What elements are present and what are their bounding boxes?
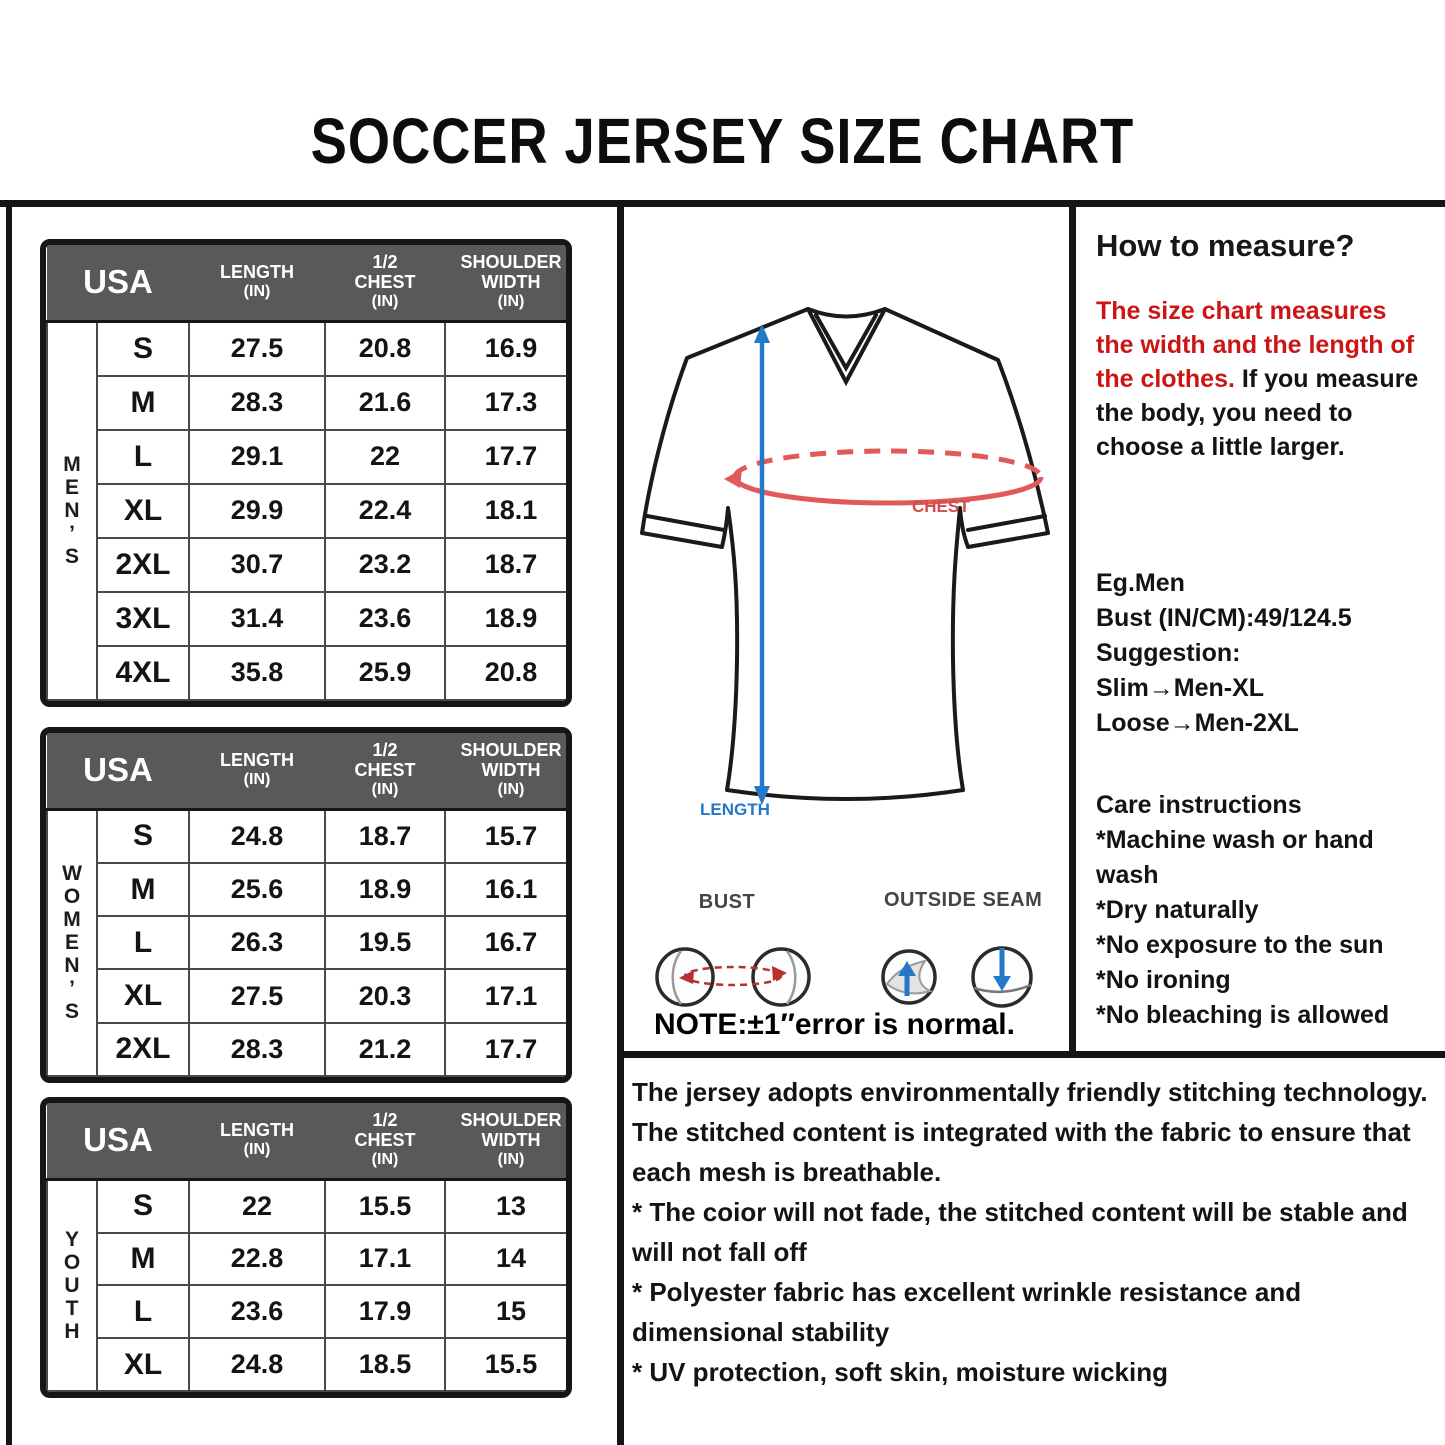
example-line: Loose→Men-2XL xyxy=(1096,709,1299,737)
care-line: *Dry naturally xyxy=(1096,896,1259,924)
table-row xyxy=(47,1233,572,1286)
value-cell: 29.9 xyxy=(189,484,325,538)
column-divider-left xyxy=(617,200,624,1445)
value-cell: 15.5 xyxy=(325,1179,445,1233)
size-cell: 4XL xyxy=(97,646,189,700)
group-letter: N xyxy=(64,954,80,978)
column-header: 1/2 CHEST (IN) xyxy=(325,1103,445,1179)
value-cell: 18.1 xyxy=(445,484,572,538)
description-line: * Polyester fabric has excellent wrinkle resistance and dimensional stability xyxy=(632,1277,1302,1347)
jersey-description xyxy=(632,1072,1438,1392)
value-cell: 23.2 xyxy=(325,538,445,592)
description-line: * The coior will not fade, the stitched content will be stable and will not fall off xyxy=(632,1197,1408,1267)
size-table xyxy=(46,245,572,701)
value-cell: 17.1 xyxy=(325,1233,445,1286)
care-line: *No exposure to the sun xyxy=(1096,931,1384,959)
value-cell: 17.7 xyxy=(445,430,572,484)
table-row xyxy=(47,1285,572,1338)
value-cell: 21.6 xyxy=(325,376,445,430)
group-letter: O xyxy=(63,885,81,909)
size-cell: L xyxy=(97,916,189,969)
value-cell: 15.5 xyxy=(445,1338,572,1391)
page-title-text: SOCCER JERSEY SIZE CHART xyxy=(310,105,1135,177)
size-cell: 3XL xyxy=(97,592,189,646)
column-header: LENGTH (IN) xyxy=(189,245,325,321)
group-letter: N xyxy=(64,499,80,523)
value-cell: 14 xyxy=(445,1233,572,1286)
value-cell: 22 xyxy=(325,430,445,484)
group-letter: H xyxy=(64,1319,80,1343)
column-header-usa: USA xyxy=(47,1103,189,1179)
size-cell: XL xyxy=(97,484,189,538)
value-cell: 18.7 xyxy=(325,809,445,863)
table-row xyxy=(47,538,572,592)
group-letter: E xyxy=(64,476,79,500)
size-cell: S xyxy=(97,809,189,863)
table-row xyxy=(47,646,572,700)
page-title xyxy=(0,104,1445,178)
table-row xyxy=(47,916,572,969)
size-cell: XL xyxy=(97,969,189,1022)
group-letter: O xyxy=(63,1250,81,1274)
example-line: Slim→Men-XL xyxy=(1096,674,1265,702)
value-cell: 20.8 xyxy=(325,321,445,376)
column-header: SHOULDER WIDTH (IN) xyxy=(445,733,572,809)
value-cell: 30.7 xyxy=(189,538,325,592)
group-letter: W xyxy=(62,862,82,886)
value-cell: 23.6 xyxy=(189,1285,325,1338)
measure-note-black: If you measure the body, you need to choose a little larger. xyxy=(1096,365,1419,461)
table-row xyxy=(47,863,572,916)
value-cell: 19.5 xyxy=(325,916,445,969)
size-cell: M xyxy=(97,376,189,430)
size-cell: M xyxy=(97,1233,189,1286)
group-letter: S xyxy=(64,1000,79,1024)
group-label xyxy=(47,1179,97,1391)
value-cell: 24.8 xyxy=(189,1338,325,1391)
youth-size-table xyxy=(40,1097,572,1398)
group-letter: U xyxy=(64,1273,80,1297)
value-cell: 28.3 xyxy=(189,376,325,430)
value-cell: 29.1 xyxy=(189,430,325,484)
column-header-usa: USA xyxy=(47,733,189,809)
table-row xyxy=(47,484,572,538)
group-letter: ’ xyxy=(69,977,75,1001)
how-to-measure-heading: How to measure? xyxy=(1096,228,1355,263)
table-row xyxy=(47,376,572,430)
table-row xyxy=(47,321,572,376)
group-letter: E xyxy=(64,931,79,955)
value-cell: 17.3 xyxy=(445,376,572,430)
value-cell: 35.8 xyxy=(189,646,325,700)
value-cell: 13 xyxy=(445,1179,572,1233)
measure-note-red: The size chart measures the width and the length of the clothes. xyxy=(1096,297,1415,393)
size-cell: L xyxy=(97,1285,189,1338)
top-rule xyxy=(0,200,1445,207)
left-rule xyxy=(6,200,12,1445)
table-row xyxy=(47,1338,572,1391)
value-cell: 21.2 xyxy=(325,1023,445,1076)
group-label xyxy=(47,321,97,700)
care-instructions xyxy=(1096,788,1430,1033)
value-cell: 17.1 xyxy=(445,969,572,1022)
value-cell: 18.5 xyxy=(325,1338,445,1391)
table-row xyxy=(47,1023,572,1076)
description-line: The jersey adopts environmentally friendly stitching technology. The stitched content is integrated with the fabric to ensure that each mesh is breathable. xyxy=(632,1077,1428,1187)
value-cell: 15 xyxy=(445,1285,572,1338)
table-row xyxy=(47,1179,572,1233)
column-header: SHOULDER WIDTH (IN) xyxy=(445,245,572,321)
example-line: Suggestion: xyxy=(1096,639,1241,667)
value-cell: 22 xyxy=(189,1179,325,1233)
value-cell: 27.5 xyxy=(189,969,325,1022)
value-cell: 18.9 xyxy=(325,863,445,916)
value-cell: 24.8 xyxy=(189,809,325,863)
value-cell: 22.4 xyxy=(325,484,445,538)
group-letter: M xyxy=(63,908,81,932)
table-row xyxy=(47,430,572,484)
value-cell: 23.6 xyxy=(325,592,445,646)
value-cell: 17.7 xyxy=(445,1023,572,1076)
value-cell: 16.7 xyxy=(445,916,572,969)
value-cell: 18.9 xyxy=(445,592,572,646)
womens-size-table xyxy=(40,727,572,1083)
value-cell: 25.6 xyxy=(189,863,325,916)
note-text: NOTE:±1″error is normal. xyxy=(654,1008,1015,1041)
care-line: *Machine wash or hand wash xyxy=(1096,826,1374,889)
size-cell: 2XL xyxy=(97,538,189,592)
size-table xyxy=(46,1103,572,1392)
value-cell: 15.7 xyxy=(445,809,572,863)
value-cell: 27.5 xyxy=(189,321,325,376)
column-header: 1/2 CHEST (IN) xyxy=(325,245,445,321)
table-row xyxy=(47,969,572,1022)
group-letter: T xyxy=(65,1296,79,1320)
size-table xyxy=(46,733,572,1077)
table-row xyxy=(47,809,572,863)
table-row xyxy=(47,592,572,646)
description-line: * UV protection, soft skin, moisture wicking xyxy=(632,1357,1168,1387)
value-cell: 18.7 xyxy=(445,538,572,592)
value-cell: 28.3 xyxy=(189,1023,325,1076)
size-cell: 2XL xyxy=(97,1023,189,1076)
sizing-example xyxy=(1096,566,1430,741)
group-letter: M xyxy=(63,453,81,477)
size-cell: XL xyxy=(97,1338,189,1391)
size-cell: S xyxy=(97,1179,189,1233)
example-line: Eg.Men xyxy=(1096,569,1185,597)
column-header-usa: USA xyxy=(47,245,189,321)
column-header: 1/2 CHEST (IN) xyxy=(325,733,445,809)
horizontal-divider xyxy=(617,1051,1445,1058)
size-cell: L xyxy=(97,430,189,484)
value-cell: 25.9 xyxy=(325,646,445,700)
care-line: *No ironing xyxy=(1096,966,1231,994)
group-letter: Y xyxy=(64,1227,79,1251)
value-cell: 22.8 xyxy=(189,1233,325,1286)
group-letter: ’ xyxy=(69,522,75,546)
value-cell: 16.9 xyxy=(445,321,572,376)
group-label xyxy=(47,809,97,1076)
length-label: LENGTH xyxy=(700,800,770,819)
how-to-measure-section xyxy=(1096,228,1430,464)
value-cell: 17.9 xyxy=(325,1285,445,1338)
column-divider-right xyxy=(1069,200,1076,1058)
care-heading: Care instructions xyxy=(1096,791,1302,819)
value-cell: 16.1 xyxy=(445,863,572,916)
column-header: SHOULDER WIDTH (IN) xyxy=(445,1103,572,1179)
column-header: LENGTH (IN) xyxy=(189,733,325,809)
value-cell: 20.3 xyxy=(325,969,445,1022)
bust-label: BUST xyxy=(698,891,756,913)
example-line: Bust (IN/CM):49/124.5 xyxy=(1096,604,1352,632)
value-cell: 31.4 xyxy=(189,592,325,646)
care-line: *No bleaching is allowed xyxy=(1096,1001,1390,1029)
value-cell: 26.3 xyxy=(189,916,325,969)
mens-size-table xyxy=(40,239,572,707)
column-header: LENGTH (IN) xyxy=(189,1103,325,1179)
jersey-diagram xyxy=(624,212,1070,830)
group-letter: S xyxy=(64,545,79,569)
size-cell: M xyxy=(97,863,189,916)
chest-label: CHEST xyxy=(912,497,970,516)
size-cell: S xyxy=(97,321,189,376)
value-cell: 20.8 xyxy=(445,646,572,700)
how-to-measure-paragraph xyxy=(1096,294,1430,464)
outside-seam-label: OUTSIDE SEAM xyxy=(884,889,1043,911)
